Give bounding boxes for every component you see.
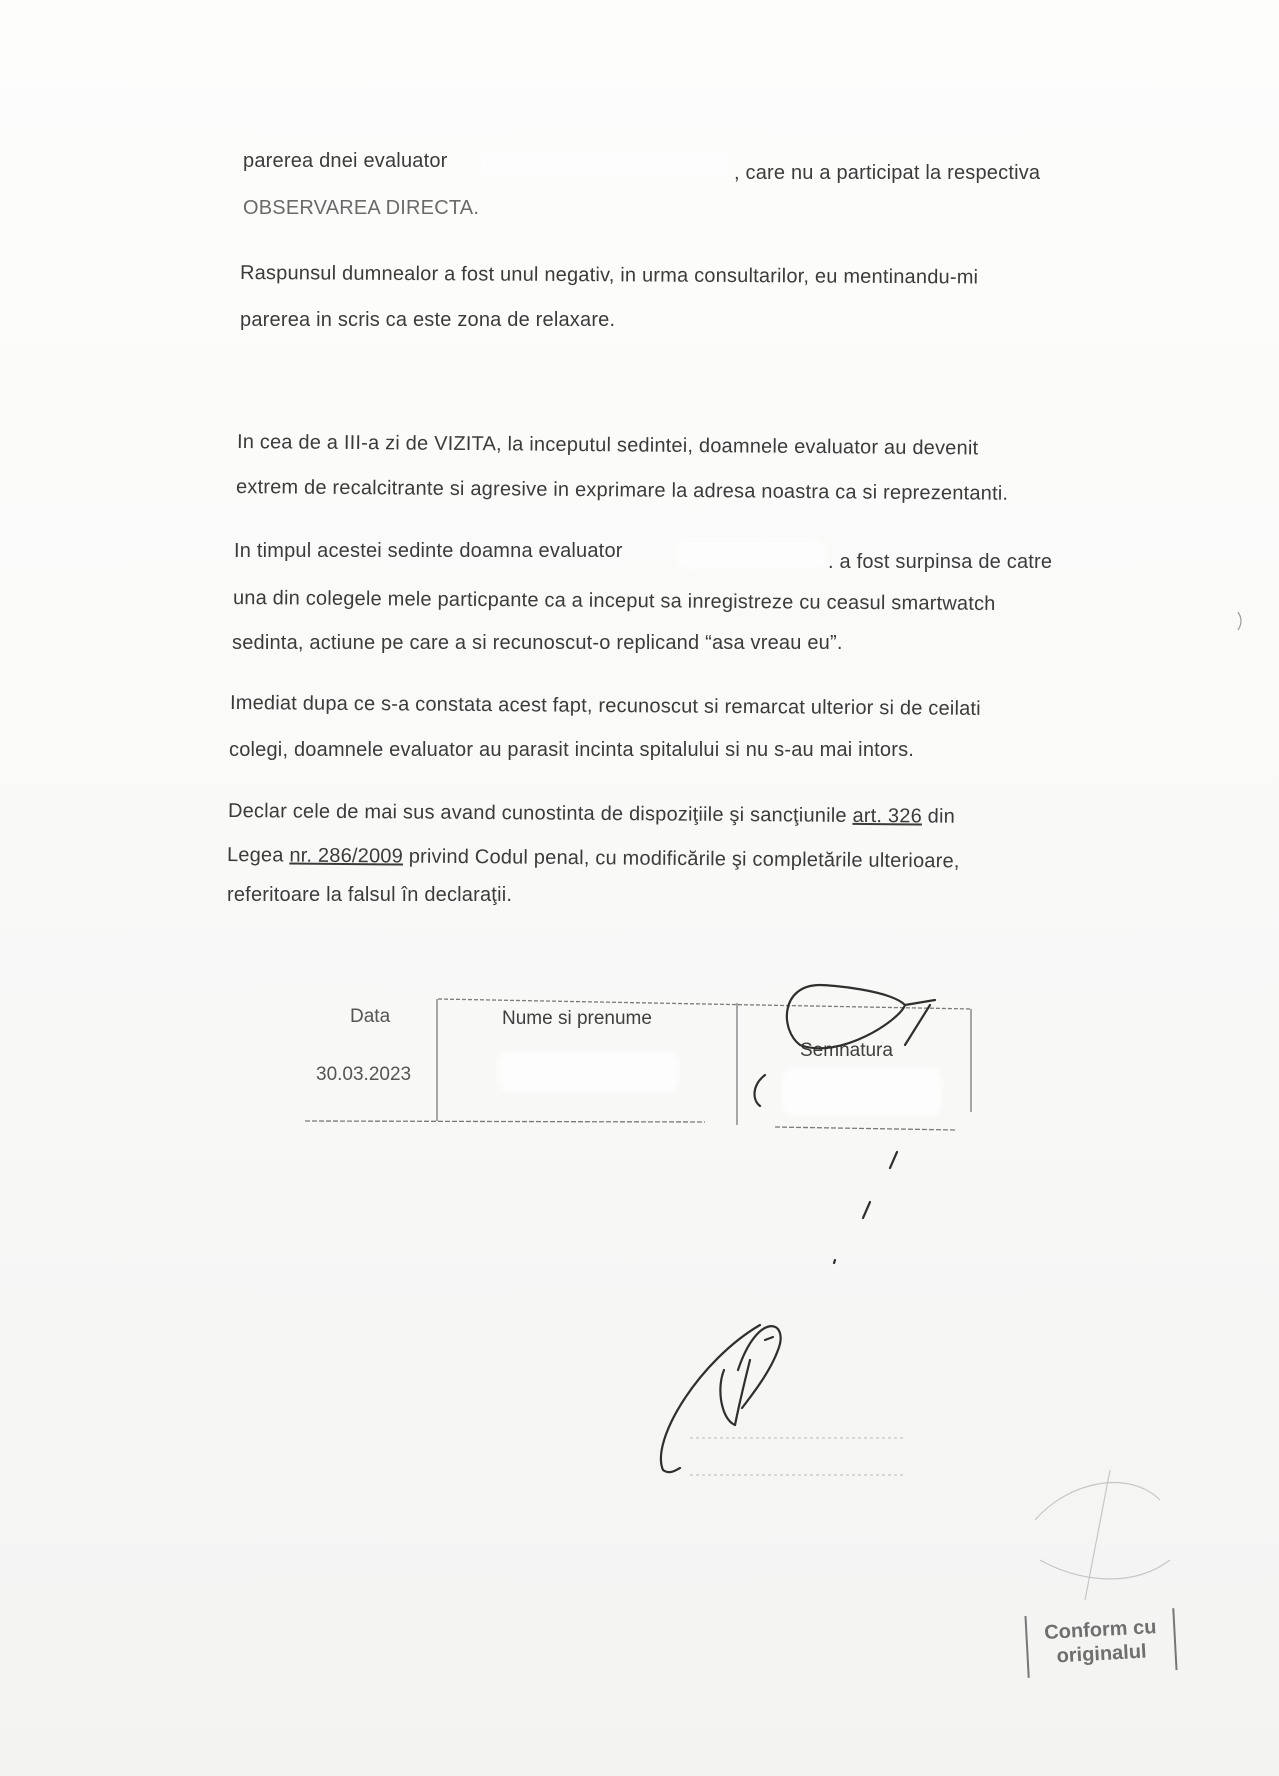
p3-line1: In cea de a III-a zi de VIZITA, la inceputul sedintei, doamnele evaluator au devenit (236, 431, 979, 460)
article-326-link[interactable]: art. 326 (852, 804, 923, 828)
p1-line1-end: , care nu a participat la respectiva (734, 162, 1041, 184)
conform-cu-originalul-stamp (1024, 1608, 1177, 1678)
p4-line1-end: . a fost surpinsa de catre (828, 551, 1053, 573)
p5-line1: Imediat dupa ce s-a constata acest fapt, recunoscut si remarcat ulterior si de ceilati (229, 692, 981, 720)
p6-line1-text-a: Declar cele de mai sus avand cunostinta de dispoziţiile şi sancţiunile (227, 800, 847, 827)
p1-line1-start: parerea dnei evaluator (243, 150, 448, 172)
table-value-date: 30.03.2023 (316, 1064, 412, 1085)
table-header-signature: Semnatura (800, 1040, 893, 1061)
p4-line3: sedinta, actiune pe care a si recunoscut-o replicand “asa vreau eu”. (232, 632, 843, 654)
p3-line2: extrem de recalcitrante si agresive in exprimare la adresa noastra ca si reprezentanti. (235, 476, 1009, 505)
p2-line2: parerea in scris ca este zona de relaxare. (240, 309, 616, 331)
p6-line2-text-b: privind Codul penal, cu modificările şi completările ulterioare, (408, 845, 960, 873)
p6-line3: referitoare la falsul în declaraţii. (227, 884, 513, 906)
p5-line2: colegi, doamnele evaluator au parasit incinta spitalului si nu s-au mai intors. (229, 739, 915, 761)
stamp-line1: Conform cu (1043, 1616, 1157, 1644)
stamp-line2: originalul (1056, 1640, 1148, 1668)
p2-line1: Raspunsul dumnealor a fost unul negativ, in urma consultarilor, eu mentinandu-mi (239, 262, 979, 289)
p4-line1-start: In timpul acestei sedinte doamna evaluator (234, 540, 623, 562)
law-286-2009-link[interactable]: nr. 286/2009 (289, 844, 404, 868)
p4-line2: una din colegele mele particpante ca a inceput sa inregistreze cu ceasul smartwatch (232, 587, 996, 615)
p1-line2: OBSERVAREA DIRECTA. (243, 197, 480, 219)
table-header-name: Nume si prenume (502, 1008, 652, 1029)
table-header-date: Data (350, 1006, 391, 1027)
p6-line1-text-b: din (927, 805, 956, 828)
p6-line2-text-a: Legea (226, 844, 284, 867)
